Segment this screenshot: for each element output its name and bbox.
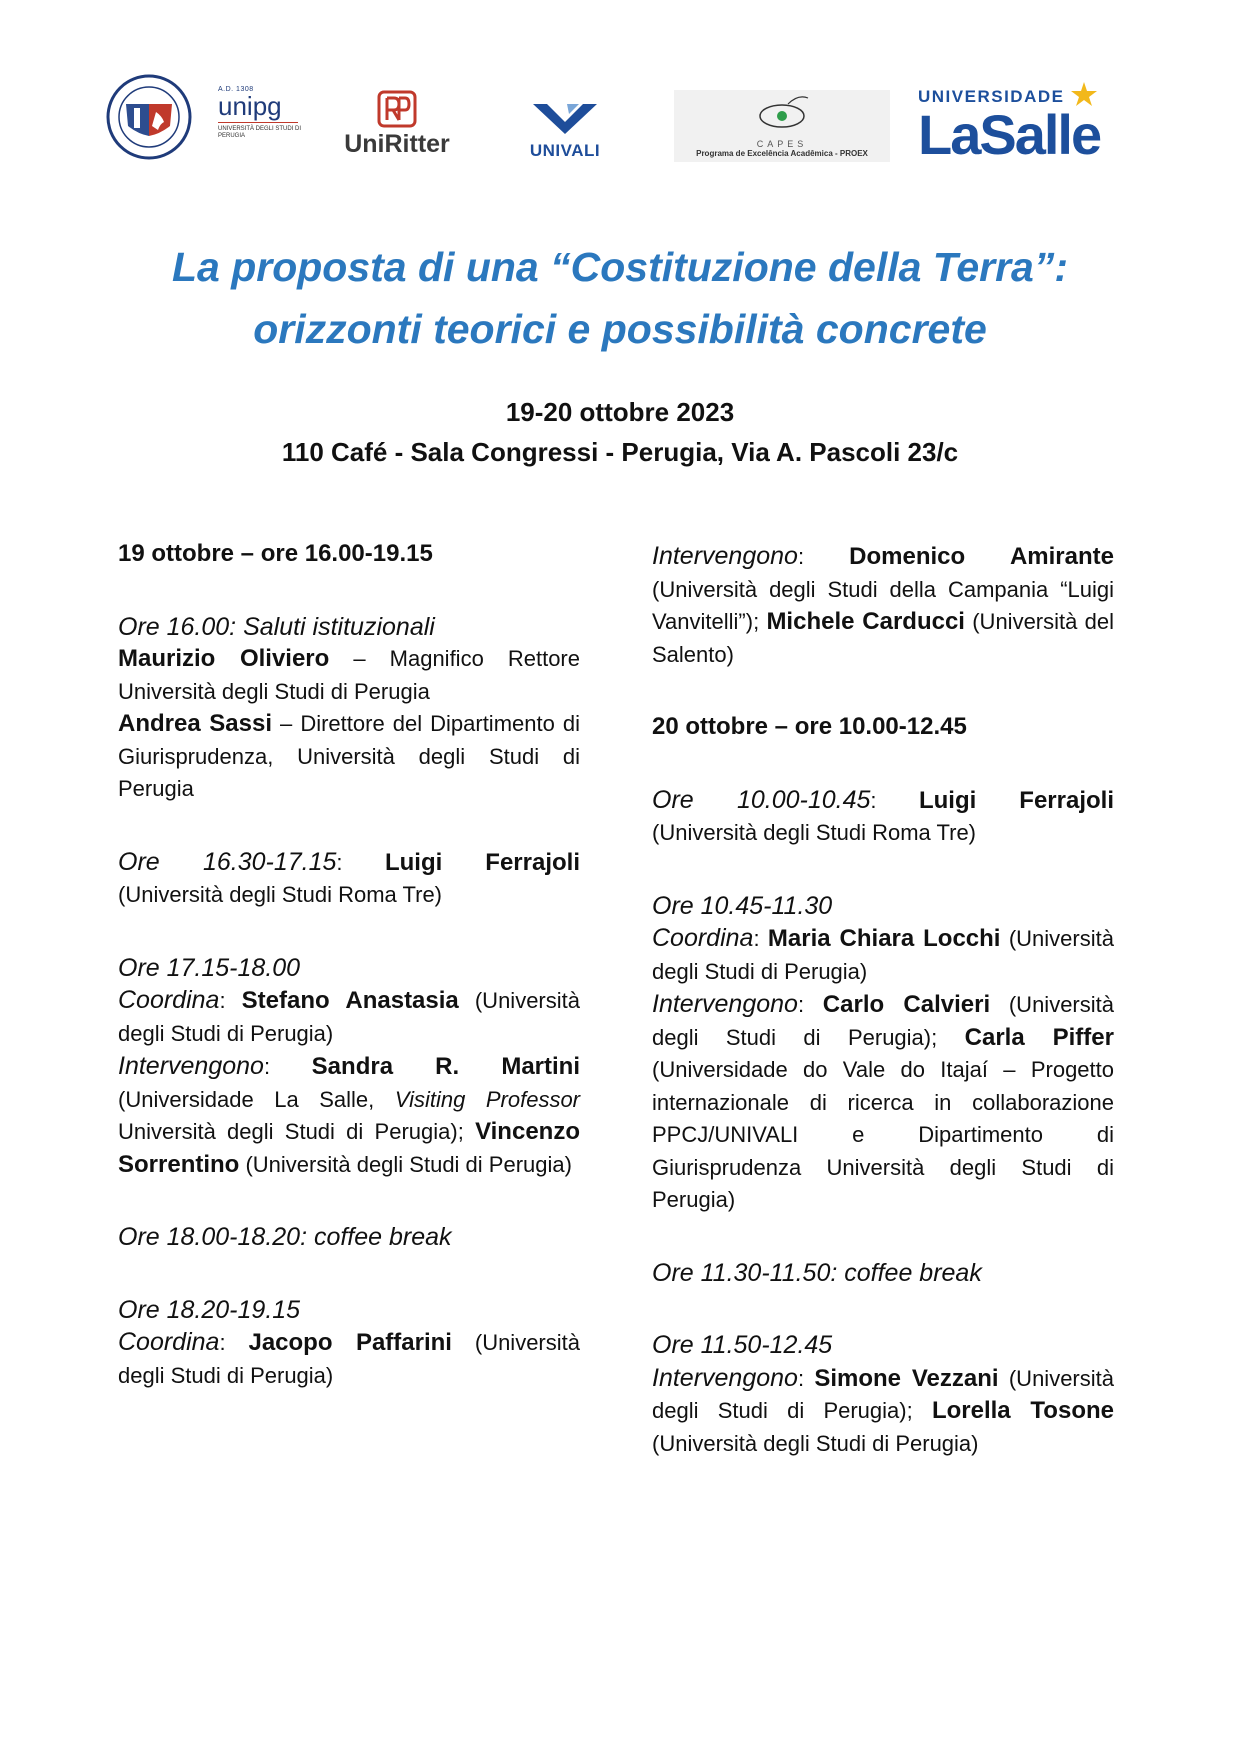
speakers-entry: Intervengono: Simone Vezzani (Università degli Studi di Perugia); Lorella Tosone (Università degli Studi di Perugia) [652,1363,1114,1456]
speaker-entry: Maurizio Oliviero – Magnifico Rettore Università degli Studi di Perugia [118,645,580,704]
unipg-logo [218,86,308,156]
perugia-seal-logo [106,74,192,160]
day1-heading: 19 ottobre – ore 16.00-19.15 [118,540,433,567]
univali-mark-icon [529,102,601,136]
speakers-entry: Intervengono: Carlo Calvieri (Università degli Studi di Perugia); Carla Piffer (Universidade do Vale do Itajaí – Progetto internazionale di ricerca in collaborazione PPCJ/UNIVALI e Dipartimento di Giurisprudenza Università degli Studi di Perugia) [652,990,1114,1212]
page-title: La proposta di una “Costituzione della Terra”: orizzonti teorici e possibilità concrete [171,244,1068,352]
program-column-right [652,540,1114,1460]
session-time: Ore 11.50-12.45 [652,1331,833,1359]
unipg-word: unipg [218,91,282,121]
capes-logo [674,90,890,162]
speaker-entry: Ore 10.00-10.45: Luigi Ferrajoli (Università degli Studi Roma Tre) [652,785,1114,845]
lasalle-main: LaSalle [918,103,1101,166]
day2-heading: 20 ottobre – ore 10.00-12.45 [652,713,967,740]
logo-row [0,70,1240,180]
coffee-break: Ore 18.00-18.20: coffee break [118,1223,452,1251]
speaker-entry: Andrea Sassi – Direttore del Dipartimento di Giurisprudenza, Università degli Studi di Perugia [118,710,581,801]
capes-mark-icon [752,90,812,136]
unipg-sub: UNIVERSITÀ DEGLI STUDI DI PERUGIA [218,126,302,139]
program-column-left [118,538,580,1392]
coffee-break: Ore 11.30-11.50: coffee break [652,1258,982,1287]
lasalle-top: UNIVERSIDADE [918,82,1138,107]
session-time: Ore 16.00: Saluti istituzionali [118,612,435,641]
coordinator-entry: Coordina: Stefano Anastasia (Università degli Studi di Perugia) [118,986,580,1046]
event-meta [60,392,1180,472]
capes-sub: Programa de Excelência Acadêmica - PROEX [696,149,868,158]
speakers-entry: Intervengono: Sandra R. Martini (Universidade La Salle, Visiting Professor Università degli Studi di Perugia); Vincenzo Sorrentino (Università degli Studi di Perugia) [118,1052,581,1178]
coordinator-entry: Coordina: Jacopo Paffarini (Università degli Studi di Perugia) [118,1328,580,1388]
uniritter-mark-icon [377,90,417,128]
unipg-divider [218,122,298,123]
session-time: Ore 17.15-18.00 [118,953,301,982]
unipg-ad: A.D. 1308 [218,86,254,93]
speakers-entry: Intervengono: Domenico Amirante (Università degli Studi della Campania “Luigi Vanvitelli”); Michele Carducci (Università del Salento) [652,542,1114,667]
session-time: Ore 10.45-11.30 [652,891,833,920]
coordinator-entry: Coordina: Maria Chiara Locchi (Università degli Studi di Perugia) [652,924,1114,984]
uniritter-word: UniRitter [344,130,450,158]
univali-word: UNIVALI [529,141,601,160]
univali-logo [520,102,610,162]
lasalle-logo [918,82,1138,168]
speaker-entry: Ore 16.30-17.15: Luigi Ferrajoli (Università degli Studi Roma Tre) [118,847,580,907]
event-dates: 19-20 ottobre 2023 [505,397,735,427]
uniritter-logo [332,90,462,162]
session-time: Ore 18.20-19.15 [118,1295,301,1324]
capes-title: CAPES [756,139,808,149]
event-venue: 110 Café - Sala Congressi - Perugia, Via A. Pascoli 23/c [281,437,959,467]
